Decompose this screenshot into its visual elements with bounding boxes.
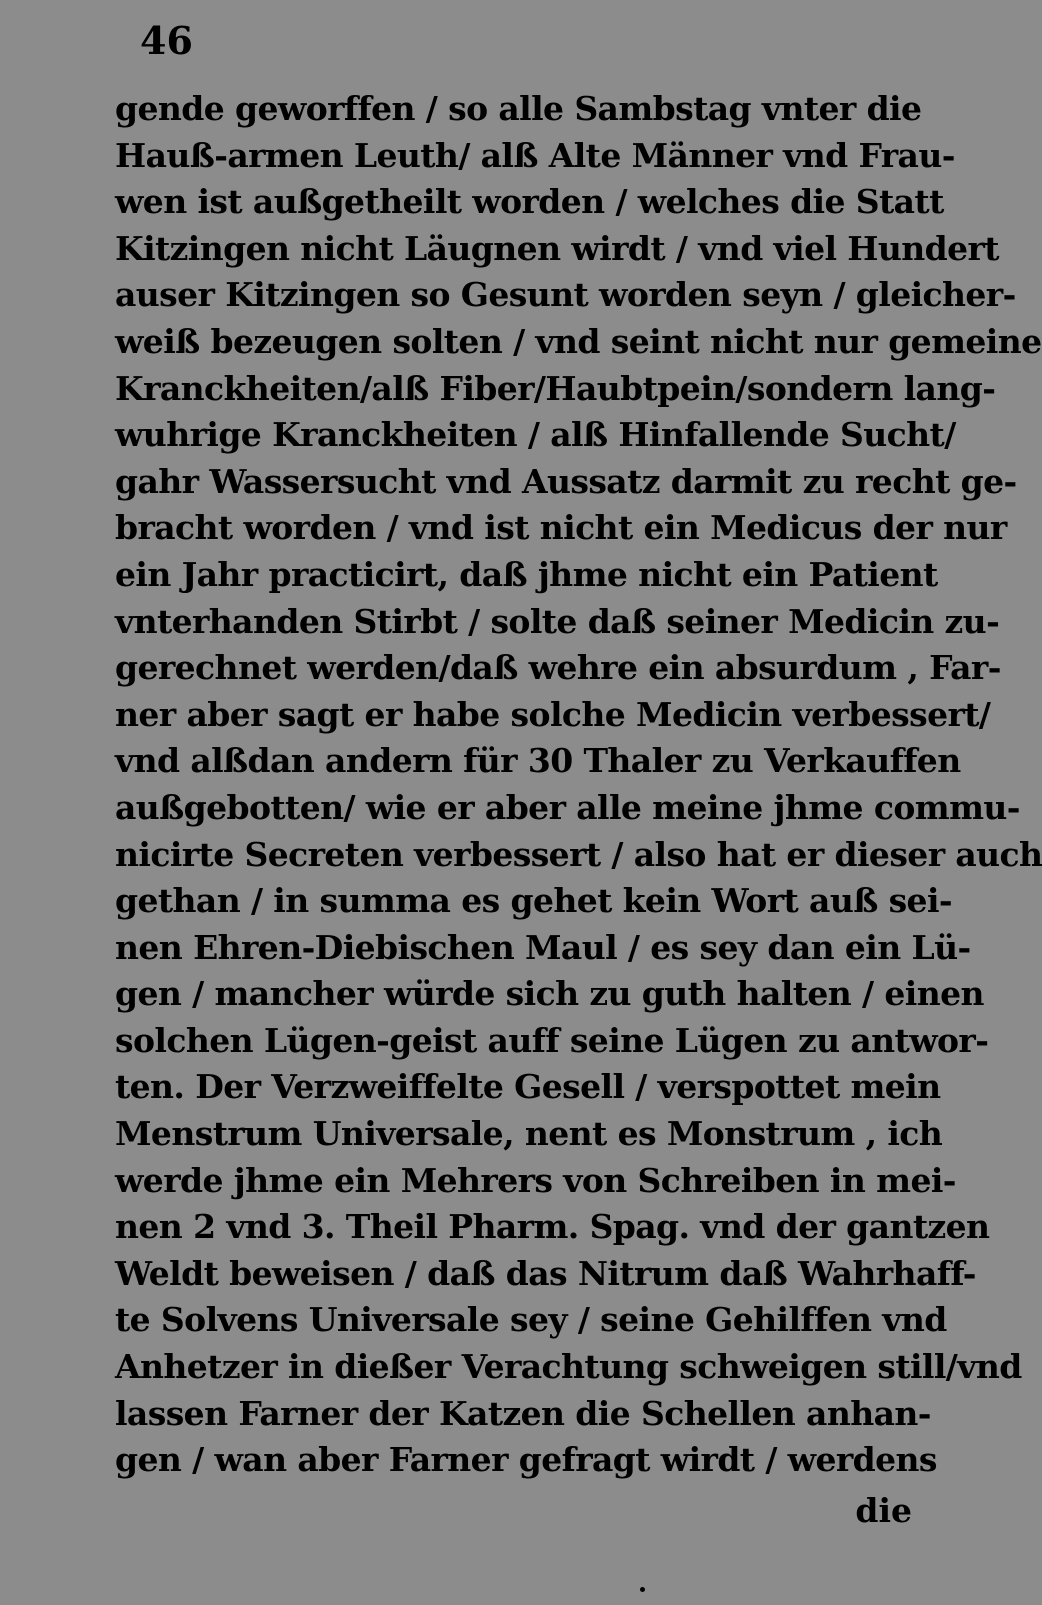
text-line: nicirte Secreten verbessert / also hat er dieser auch [115, 834, 1042, 874]
text-line: wuhrige Kranckheiten / alß Hinfallende Sucht/ [115, 415, 956, 455]
text-line: Menstrum Universale, nent es Monstrum , ich [115, 1114, 943, 1154]
text-line: gen / mancher würde sich zu guth halten / einen [115, 974, 984, 1014]
catchword: die [855, 1491, 912, 1530]
text-line: außgebotten/ wie er aber alle meine jhme commu- [115, 787, 1020, 827]
text-line: Hauß-armen Leuth/ alß Alte Männer vnd Frau- [115, 135, 955, 175]
text-line: gethan / in summa es gehet kein Wort auß sei- [115, 881, 952, 921]
text-line: Kranckheiten/alß Fiber/Haubtpein/sondern lang- [115, 368, 996, 408]
text-line: ein Jahr practicirt, daß jhme nicht ein Patient [115, 554, 938, 594]
text-line: auser Kitzingen so Gesunt worden seyn / gleicher- [115, 275, 1016, 315]
text-line: ner aber sagt er habe solche Medicin verbessert/ [115, 694, 991, 734]
text-line: nen 2 vnd 3. Theil Pharm. Spag. vnd der gantzen [115, 1207, 990, 1247]
text-line: gerechnet werden/daß wehre ein absurdum , Far- [115, 648, 1001, 688]
page-number: 46 [140, 18, 193, 63]
ink-speck [640, 1587, 645, 1592]
text-line: vnd alßdan andern für 30 Thaler zu Verkauffen [115, 741, 961, 781]
text-line: solchen Lügen-geist auff seine Lügen zu antwor- [115, 1020, 989, 1060]
text-line: gende geworffen / so alle Sambstag vnter die [115, 89, 922, 128]
text-line: Anhetzer in dießer Verachtung schweigen still/vnd [115, 1347, 1022, 1387]
text-line: lassen Farner der Katzen die Schellen anhan- [115, 1393, 931, 1433]
text-line: Kitzingen nicht Läugnen wirdt / vnd viel Hundert [115, 228, 999, 268]
text-line: bracht worden / vnd ist nicht ein Medicus der nur [115, 508, 1007, 548]
text-line: wen ist außgetheilt worden / welches die Statt [115, 182, 944, 222]
text-line: gen / wan aber Farner gefragt wirdt / werdens [115, 1440, 937, 1480]
text-line: vnterhanden Stirbt / solte daß seiner Medicin zu- [115, 601, 1000, 641]
text-line: te Solvens Universale sey / seine Gehilffen vnd [115, 1300, 947, 1340]
text-line: gahr Wassersucht vnd Aussatz darmit zu recht ge- [115, 461, 1017, 501]
text-line: weiß bezeugen solten / vnd seint nicht nur gemeine [115, 321, 1042, 361]
text-line: ten. Der Verzweiffelte Gesell / verspottet mein [115, 1067, 941, 1107]
text-line: Weldt beweisen / daß das Nitrum daß Wahrhaff- [115, 1253, 976, 1293]
body-text [115, 86, 1042, 1484]
text-line: nen Ehren-Diebischen Maul / es sey dan ein Lü- [115, 927, 971, 967]
text-line: werde jhme ein Mehrers von Schreiben in mei- [115, 1160, 956, 1200]
